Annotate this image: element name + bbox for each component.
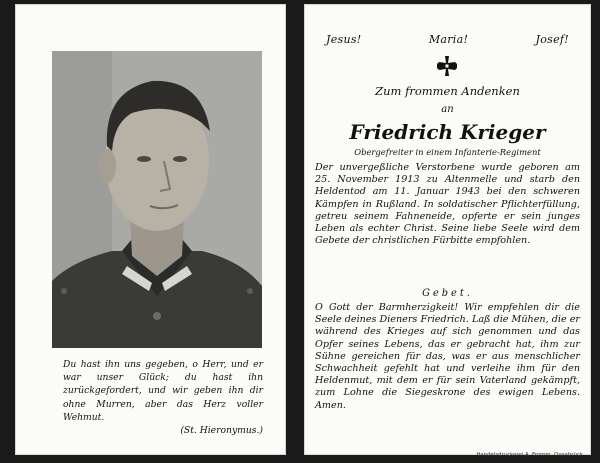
military-rank: Obergefreiter in einem Infanterie-Regiment [354,147,541,157]
prayer-title: Gebet. [422,288,473,299]
iron-cross-icon [437,56,457,76]
quote-source: (St. Hieronymus.) [180,425,263,437]
holy-family-header [326,33,569,46]
soldier-portrait-photo [52,51,262,348]
memory-heading: Zum frommen Andenken [375,84,520,98]
deceased-name: Friedrich Krieger [349,120,546,144]
memorial-quote [63,358,263,437]
an-line: an [441,104,454,115]
biography-text: Der unvergeßliche Verstorbene wurde geboren am 25. November 1913 zu Altenmelle und starb den Heldentod am 11. Januar 1943 bei den schweren Kämpfen in Rußland. In soldatischer Pflichterfüllung, getreu seinem Fahneneide, opferte er sein junges Leben als echter Christ. Seine liebe Seele wird dem Gebete der christlichen Fürbitte empfohlen. [315,162,580,247]
name-josef: Josef! [535,33,569,46]
prayer-text: O Gott der Barmherzigkeit! Wir empfehlen dir die Seele deines Dieners Friedrich. Laß die Mühen, die er während des Krieges auf sich genommen und das Opfer seines Lebens, das er gebracht hat, ihm zur Sühne gereichen für das, was er aus menschlicher Schwachheit gefehlt hat und verleihe ihm für den Heldenmut, mit dem er für sein Vaterland gekämpft, zum Lohne die Siegeskrone des ewigen Lebens. Amen. [315,302,580,411]
printer-credit: Handelsdruckerei A. Fromm, Osnabrück [476,452,583,458]
memorial-text-card [304,4,591,458]
portrait-card [15,4,286,455]
name-jesus: Jesus! [326,33,362,46]
name-maria: Maria! [428,33,469,46]
quote-text: Du hast ihn uns gegeben, o Herr, und er war unser Glück; du hast ihn zurückgefordert, und wir geben ihn dir ohne Murren, aber das Herz voller Wehmut. [63,359,263,423]
